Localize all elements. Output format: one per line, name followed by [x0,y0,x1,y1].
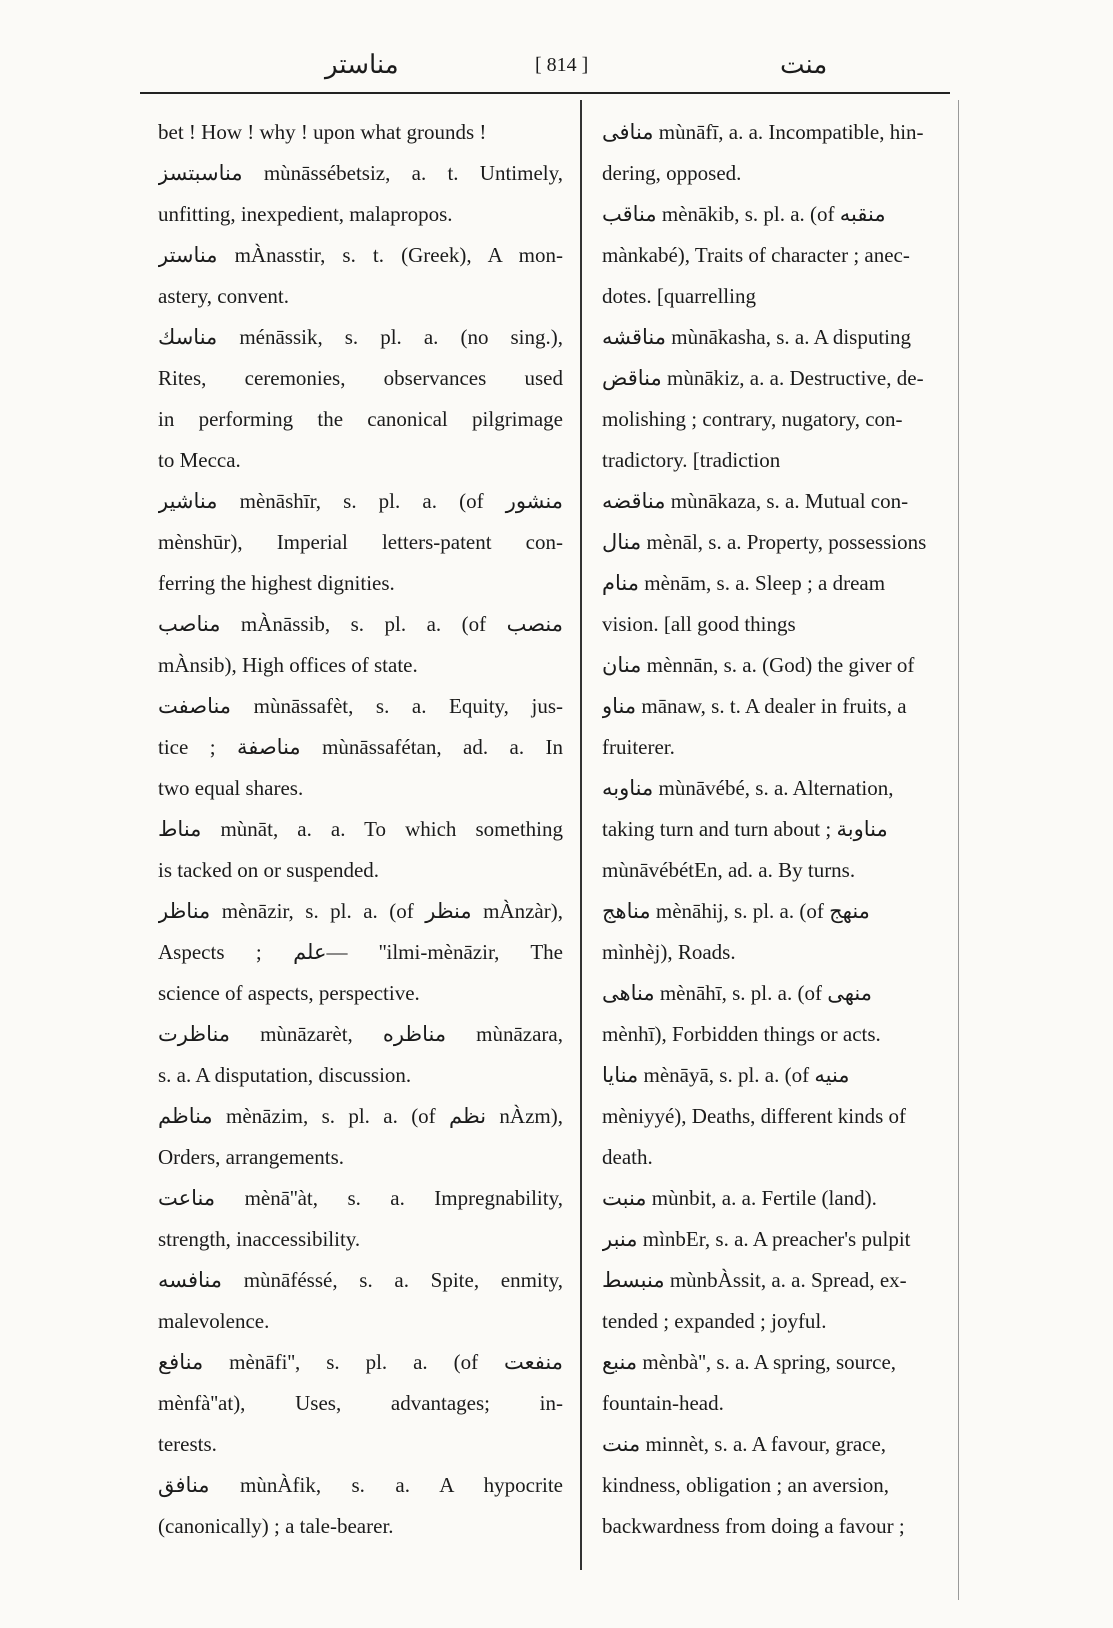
right-entry-line: kindness, obligation ; an aversion, [602,1473,889,1497]
header-right-word: منت [780,50,828,80]
right-entry-line: منبت mùnbit, a. a. Fertile (land). [602,1186,877,1210]
left-entry-line: منافق mùnÀfik, s. a. A hypocrite [158,1473,563,1497]
left-entry-line: مناظر mènāzir, s. pl. a. (of منظر mÀnzàr), [158,899,563,923]
left-entry-line: mènfà''at), Uses, advantages; in- [158,1391,563,1415]
left-entry-line: ferring the highest dignities. [158,571,395,595]
left-entry-line: منافع mènāfi'', s. pl. a. (of منفعت [158,1350,563,1374]
left-entry-line: مناصب mÀnāssib, s. pl. a. (of منصب [158,612,563,636]
right-entry-line: death. [602,1145,653,1169]
column-divider [580,100,582,1570]
right-entry-line: منام mènām, s. a. Sleep ; a dream [602,571,886,595]
page-number: [ 814 ] [535,54,589,76]
right-entry-line: مناو mānaw, s. t. A dealer in fruits, a [602,694,907,718]
right-entry-line: منبع mènbà'', s. a. A spring, source, [602,1350,897,1374]
right-entry-line: dering, opposed. [602,161,742,185]
left-entry-line: unfitting, inexpedient, malapropos. [158,202,453,226]
right-entry-line: مناهى mènāhī, s. pl. a. (of منهى [602,981,872,1005]
right-entry-line: منان mènnān, s. a. (God) the giver of [602,653,915,677]
left-entry-line: مناظم mènāzim, s. pl. a. (of نظم nÀzm), [158,1104,563,1128]
left-entry-line: astery, convent. [158,284,290,308]
left-entry-line: مناسك ménāssik, s. pl. a. (no sing.), [158,325,563,349]
left-entry-line: منافسه mùnāféssé, s. a. Spite, enmity, [158,1268,563,1292]
right-entry-line: molishing ; contrary, nugatory, con- [602,407,903,431]
right-entry-line: منال mènāl, s. a. Property, possessions [602,530,927,554]
left-entry-line: (canonically) ; a tale-bearer. [158,1514,394,1538]
right-entry-line: vision. [all good things [602,612,796,636]
right-entry-line: mànkabé), Traits of character ; anec- [602,243,910,267]
header-left-word: مناستر [325,50,399,80]
right-entry-line: taking turn and turn about ; مناوبة [602,817,888,841]
right-entry-line: mìnhèj), Roads. [602,940,736,964]
right-entry-line: dotes. [quarrelling [602,284,756,308]
page-header [140,48,950,92]
right-entry-line: مناقب mènākib, s. pl. a. (of منقبه [602,202,886,226]
left-entry-line: science of aspects, perspective. [158,981,420,1005]
right-entry-line: منت minnèt, s. a. A favour, grace, [602,1432,887,1456]
right-entry-line: منبر mìnbEr, s. a. A preacher's pulpit [602,1227,911,1251]
left-entry-line: terests. [158,1432,217,1456]
left-entry-line: مناصفت mùnāssafèt, s. a. Equity, jus- [158,694,563,718]
left-entry-line: Aspects ; علم— ''ilmi-mènāzir, The [158,940,563,964]
header-rule [140,92,950,94]
right-entry-line: مناقشه mùnākasha, s. a. A disputing [602,325,912,349]
right-entry-line: mùnāvébétEn, ad. a. By turns. [602,858,856,882]
right-entry-line: mèniyyé), Deaths, different kinds of [602,1104,907,1128]
left-entry-line: Rites, ceremonies, observances used [158,366,563,390]
left-entry-line: مناسبتسز mùnāssébetsiz, a. t. Untimely, [158,161,563,185]
right-entry-line: منايا mènāyā, s. pl. a. (of منيه [602,1063,850,1087]
left-column [158,112,563,1547]
right-entry-line: مناوبه mùnāvébé, s. a. Alternation, [602,776,894,800]
right-entry-line: منافى mùnāfī, a. a. Incompatible, hin- [602,120,924,144]
right-column [602,112,957,1547]
page-gutter-edge [958,100,959,1600]
left-entry-line: tice ; مناصفة mùnāssafétan, ad. a. In [158,735,563,759]
right-entry-line: fountain-head. [602,1391,724,1415]
left-entry-line: Orders, arrangements. [158,1145,345,1169]
right-entry-line: منبسط mùnbÀssit, a. a. Spread, ex- [602,1268,907,1292]
left-entry-line: to Mecca. [158,448,241,472]
left-entry-line: مناستر mÀnasstir, s. t. (Greek), A mon- [158,243,563,267]
right-entry-line: مناقض mùnākiz, a. a. Destructive, de- [602,366,924,390]
right-entry-line: mènhī), Forbidden things or acts. [602,1022,881,1046]
left-entry-line: strength, inaccessibility. [158,1227,361,1251]
right-entry-line: fruiterer. [602,735,675,759]
right-entry-line: tended ; expanded ; joyful. [602,1309,827,1333]
left-entry-line: two equal shares. [158,776,304,800]
left-entry-line: in performing the canonical pilgrimage [158,407,563,431]
left-entry-line: malevolence. [158,1309,270,1333]
right-entry-line: مناقضه mùnākaza, s. a. Mutual con- [602,489,909,513]
left-entry-line: مناظرت mùnāzarèt, مناظره mùnāzara, [158,1022,563,1046]
right-entry-line: tradictory. [tradiction [602,448,781,472]
left-entry-line: mènshūr), Imperial letters-patent con- [158,530,563,554]
left-entry-line: is tacked on or suspended. [158,858,380,882]
left-entry-line: مناشير mènāshīr, s. pl. a. (of منشور [158,489,563,513]
left-entry-line: bet ! How ! why ! upon what grounds ! [158,120,487,144]
left-entry-line: مناعت mènā''àt, s. a. Impregnability, [158,1186,563,1210]
right-entry-line: backwardness from doing a favour ; [602,1514,905,1538]
right-entry-line: مناهج mènāhij, s. pl. a. (of منهج [602,899,870,923]
left-entry-line: مناط mùnāt, a. a. To which something [158,817,563,841]
left-entry-line: s. a. A disputation, discussion. [158,1063,412,1087]
left-entry-line: mÀnsib), High offices of state. [158,653,418,677]
